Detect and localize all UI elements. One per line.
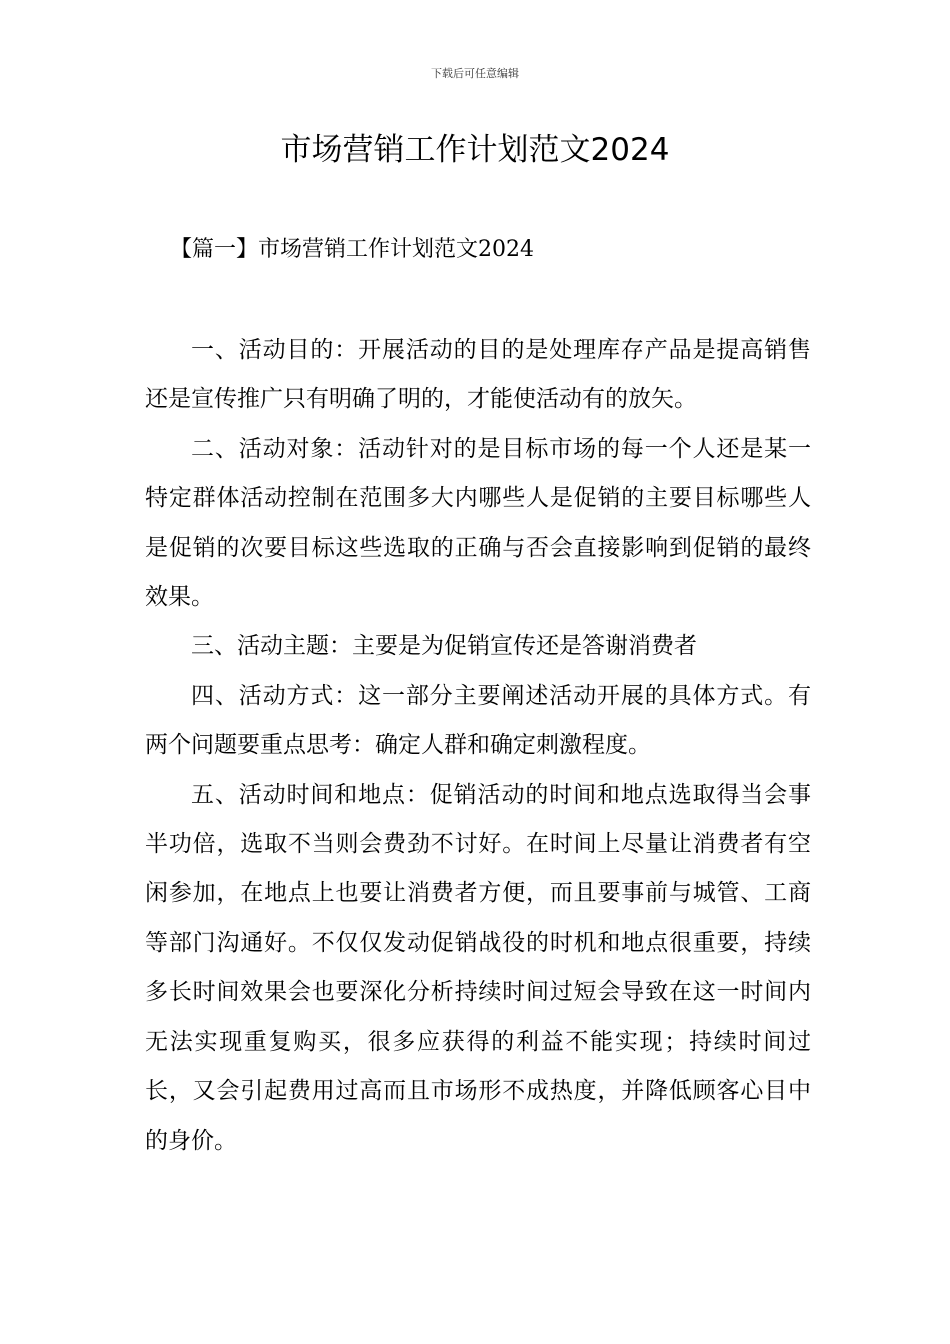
document-body: [145, 326, 811, 1166]
paragraph-activity-time-place: 五、活动时间和地点：促销活动的时间和地点选取得当会事半功倍，选取不当则会费劲不讨好。在时间上尽量让消费者有空闲参加，在地点上也要让消费者方便，而且要事前与城管、工商等部门沟通好。不仅仅发动促销战役的时机和地点很重要，持续多长时间效果会也要深化分析持续时间过短会导致在这一时间内无法实现重复购买，很多应获得的利益不能实现；持续时间过长，又会引起费用过高而且市场形不成热度，并降低顾客心目中的身价。: [145, 781, 811, 1154]
paragraph-activity-target: 二、活动对象：活动针对的是目标市场的每一个人还是某一特定群体活动控制在范围多大内哪些人是促销的主要目标哪些人是促销的次要目标这些选取的正确与否会直接影响到促销的最终效果。: [145, 435, 811, 611]
paragraph-activity-theme: 三、活动主题：主要是为促销宣传还是答谢消费者: [191, 633, 697, 660]
header-note: 下载后可任意编辑: [431, 67, 519, 80]
document-title: 市场营销工作计划范文2024: [280, 132, 670, 168]
paragraph-activity-purpose: 一、活动目的：开展活动的目的是处理库存产品是提高销售还是宣传推广只有明确了明的，才能使活动有的放矢。: [145, 337, 811, 413]
section-heading: 【篇一】市场营销工作计划范文2024: [170, 237, 534, 262]
paragraph-activity-method: 四、活动方式：这一部分主要阐述活动开展的具体方式。有两个问题要重点思考：确定人群和确定刺激程度。: [145, 682, 811, 759]
